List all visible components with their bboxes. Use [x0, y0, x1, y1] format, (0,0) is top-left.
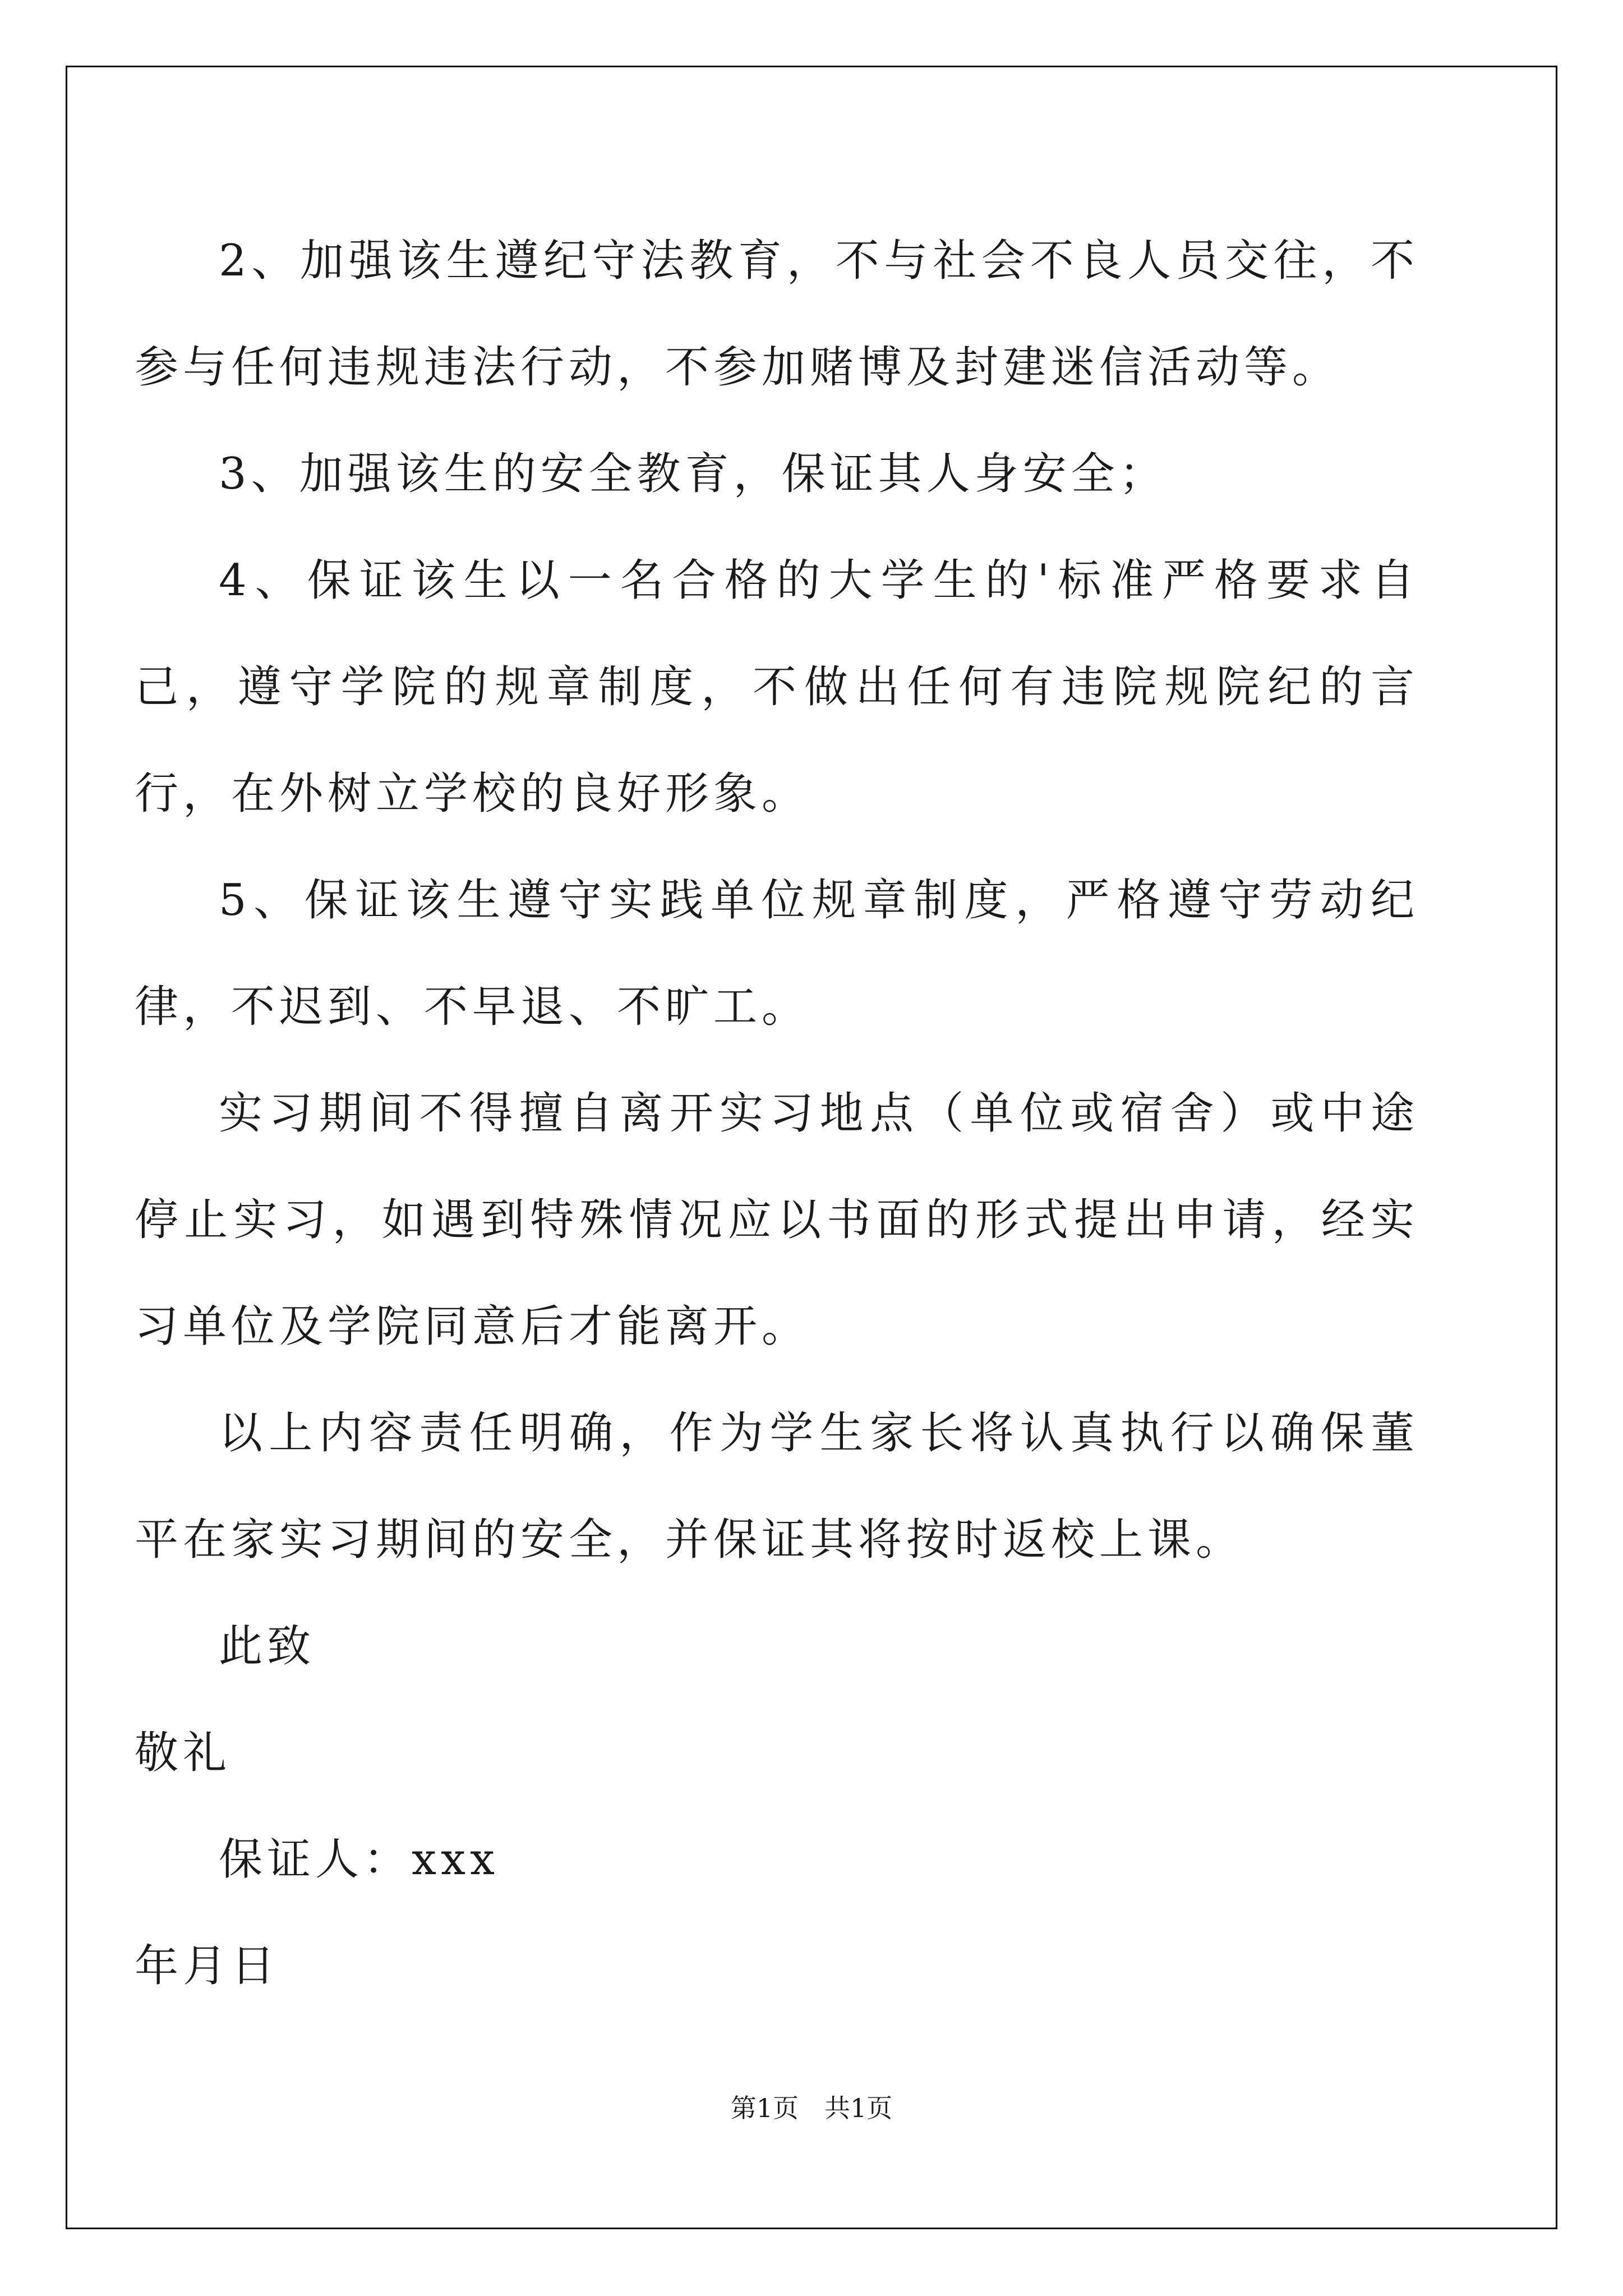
paragraph-parent-commitment: 以上内容责任明确，作为学生家长将认真执行以确保董平在家实习期间的安全，并保证其将按时返校上课。 — [135, 1408, 1419, 1565]
document-body — [135, 208, 1419, 2019]
paragraph-clause-2: 2、加强该生遵纪守法教育，不与社会不良人员交往，不参与任何违规违法行动，不参加赌博及封建迷信活动等。 — [135, 236, 1419, 393]
guarantor-signature: 保证人：xxx — [219, 1834, 499, 1885]
paragraph-internship-rules: 实习期间不得擅自离开实习地点（单位或宿舍）或中途停止实习，如遇到特殊情况应以书面的形式提出申请，经实习单位及学院同意后才能离开。 — [135, 1088, 1419, 1352]
closing-regards: 敬礼 — [135, 1728, 232, 1778]
paragraph-clause-4: 4、保证该生以一名合格的大学生的'标准严格要求自己，遵守学院的规章制度，不做出任何有违院规院纪的言行，在外树立学校的良好形象。 — [135, 555, 1419, 819]
page-footer: 第1页 共1页 — [730, 2093, 893, 2123]
paragraph-clause-3: 3、加强该生的安全教育，保证其人身安全； — [219, 449, 1168, 499]
paragraph-clause-5: 5、保证该生遵守实践单位规章制度，严格遵守劳动纪律，不迟到、不早退、不旷工。 — [135, 875, 1419, 1032]
date-line: 年月日 — [135, 1941, 280, 1991]
closing-salutation: 此致 — [219, 1621, 316, 1672]
